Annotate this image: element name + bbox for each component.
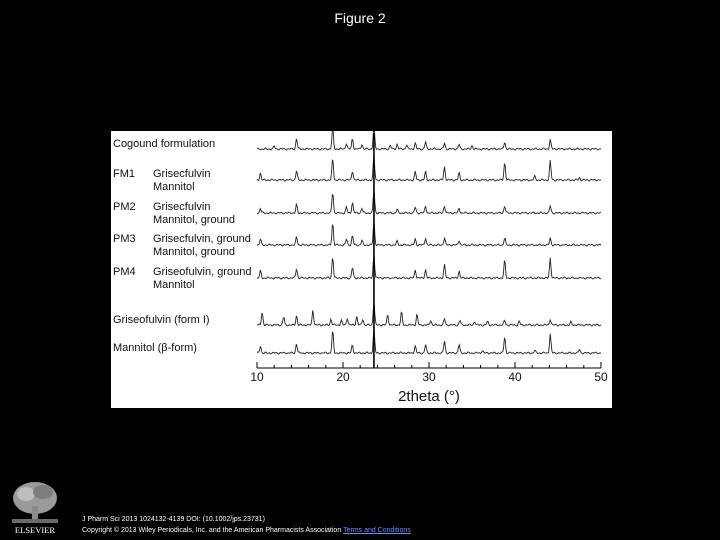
x-tick-label: 40	[508, 370, 522, 384]
elsevier-wordmark: ELSEVIER	[14, 525, 56, 535]
xrd-trace	[257, 156, 601, 181]
series-traces	[257, 131, 601, 368]
xrd-figure	[111, 131, 612, 408]
xrd-trace	[257, 302, 601, 326]
series-name-label: Grisecfulvin, ground	[153, 233, 251, 245]
xrd-trace	[257, 255, 601, 279]
series-code-label: PM2	[113, 201, 136, 213]
x-axis-label: 2theta (°)	[398, 388, 460, 405]
xrd-trace	[257, 131, 601, 150]
citation-line-1: J Pharm Sci 2013 1024132-4139 DOI: (10.1002/jps.23731)	[82, 516, 265, 523]
series-name-label: Mannitol	[153, 279, 195, 291]
series-name-label: Grisecfulvin	[153, 168, 211, 180]
series-labels	[113, 138, 251, 354]
series-name-label: Mannitol (β-form)	[113, 342, 197, 354]
series-name-label: Mannitol, ground	[153, 246, 235, 258]
xrd-trace	[257, 190, 601, 214]
x-tick-label: 10	[250, 370, 264, 384]
x-axis	[250, 362, 608, 405]
xrd-trace	[257, 221, 601, 246]
series-code-label: PM4	[113, 266, 136, 278]
series-code-label: FM1	[113, 168, 135, 180]
elsevier-tree-icon	[6, 478, 64, 536]
terms-link[interactable]: Terms and Conditions	[343, 527, 411, 534]
citation	[82, 514, 411, 536]
x-tick-label: 50	[594, 370, 608, 384]
series-name-label: Mannitol, ground	[153, 214, 235, 226]
series-name-label: Cogound formulation	[113, 138, 216, 150]
series-code-label: PM3	[113, 233, 136, 245]
page-title: Figure 2	[334, 10, 386, 26]
series-name-label: Griseofulvin, ground	[153, 266, 252, 278]
xrd-trace	[257, 329, 601, 354]
x-tick-label: 20	[336, 370, 350, 384]
series-name-label: Grisecfulvin	[153, 201, 211, 213]
series-name-label: Griseofulvin (form I)	[113, 314, 210, 326]
copyright-text: Copyright © 2013 Wiley Periodicals, Inc. and the American Pharmacists Association	[82, 527, 342, 534]
citation-line-2	[82, 525, 411, 536]
series-name-label: Mannitol	[153, 181, 195, 193]
xrd-chart	[111, 131, 612, 408]
x-tick-label: 30	[422, 370, 436, 384]
